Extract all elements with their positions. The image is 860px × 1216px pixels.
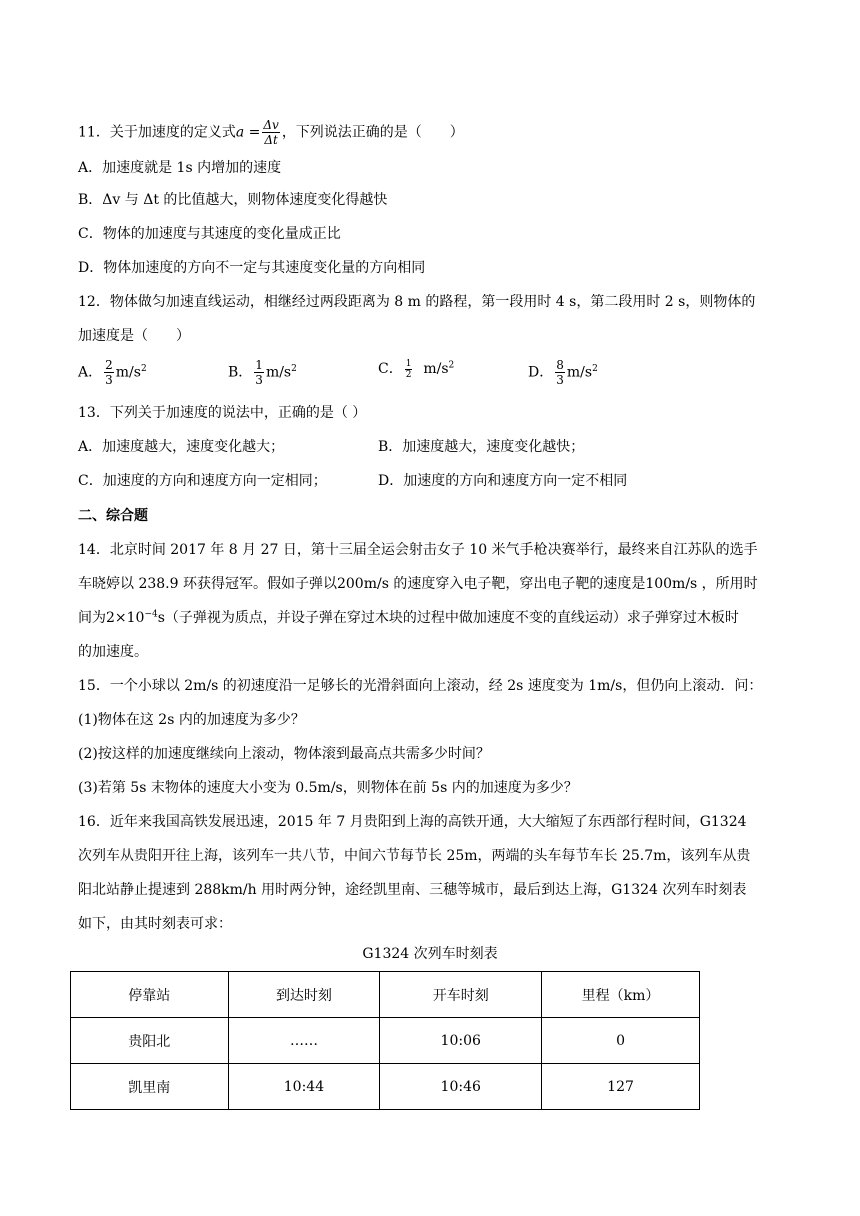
q12-option-b-den: 3 [255,373,263,387]
section-heading: 二、综合题 [78,508,148,524]
q12-option-b-label: B． [228,364,253,381]
q12-option-d-fraction [555,358,565,387]
q12-option-c-label: C． [378,361,403,377]
q12-option-a-label: A． [78,364,103,381]
q15-part1: (1)物体在这 2s 内的加速度为多少？ [78,712,305,728]
timetable-header-cell: 停靠站 [71,972,229,1018]
q16-line2: 次列车从贵阳开往上海，该列车一共八节，中间六节每节长 25m，两端的头车每节车长 25.7m，该列车从贵 [78,848,751,864]
q14-line1: 14．北京时间 2017 年 8 月 27 日，第十三届全运会射击女子 10 米气手枪决赛举行，最终来自江苏队的选手 [78,542,758,558]
q12-option-d-den: 3 [556,373,564,387]
q11-option-d: D．物体加速度的方向不一定与其速度变化量的方向相同 [78,260,426,276]
table-cell: 贵阳北 [71,1018,229,1064]
timetable [70,971,700,1110]
q12-option-a-num: 2 [105,358,113,372]
q16-line3: 阳北站静止提速到 288km/h 用时两分钟，途经凯里南、三穗等城市，最后到达上海，G1324 次列车时刻表 [78,882,747,898]
table-cell: 凯里南 [71,1064,229,1110]
table-cell: 10:06 [380,1018,542,1064]
q14-line2: 车晓婷以 238.9 环获得冠军。假如子弹以200m/s 的速度穿入电子靶，穿出电子靶的速度是100m/s ，所用时 [78,576,758,592]
timetable-caption: G1324 次列车时刻表 [362,946,498,962]
q12-option-a-den: 3 [105,373,113,387]
q12-option-b [228,358,297,387]
q12-option-a [78,358,147,387]
q11-formula-num: Δv [263,118,279,132]
q12-option-d-label: D． [528,364,554,381]
q14-line3 [78,609,739,627]
q12-option-b-num: 1 [255,358,263,372]
q13-option-c: C．加速度的方向和速度方向一定相同； [78,473,327,489]
q11-formula-fraction [262,118,279,147]
q11-formula-lhs: a = [235,124,261,141]
q12-option-c-unit: m/s [423,361,449,377]
q14-line3-pre: 间为2×10 [78,610,145,626]
q12-option-a-fraction [104,358,114,387]
q13-option-b: B．加速度越大，速度变化越快； [378,439,585,455]
q11-stem-text: 11．关于加速度的定义式 [78,124,236,141]
q12-option-d-exp: 2 [592,363,598,374]
table-cell: 10:46 [380,1064,542,1110]
q12-option-c-den: 2 [405,369,412,380]
timetable-header-cell: 里程（km） [542,972,700,1018]
q13-option-d: D．加速度的方向和速度方向一定不相同 [378,473,628,489]
q14-line4: 的加速度。 [78,644,148,660]
timetable-header-cell: 到达时刻 [228,972,380,1018]
table-cell: 10:44 [228,1064,380,1110]
q15-part2: (2)按这样的加速度继续向上滚动，物体滚到最高点共需多少时间？ [78,746,490,762]
q13-stem: 13．下列关于加速度的说法中，正确的是（ ） [78,405,367,421]
q12-option-c-exp: 2 [448,360,455,371]
q13-option-a: A．加速度越大，速度变化越大； [78,439,285,455]
q11-option-b: B．Δv 与 Δt 的比值越大，则物体速度变化得越快 [78,192,388,208]
q14-line3-exp: −4 [144,609,158,620]
q15-part3: (3)若第 5s 末物体的速度大小变为 0.5m/s，则物体在前 5s 内的加速度为多少？ [78,780,578,796]
q16-line4: 如下，由其时刻表可求： [78,916,232,932]
q12-stem-line1: 12．物体做匀加速直线运动，相继经过两段距离为 8 m 的路程，第一段用时 4 s，第二段用时 2 s，则物体的 [78,294,756,310]
q12-option-c-fraction [405,359,413,380]
q12-option-c [378,358,454,380]
table-row [71,1064,700,1110]
table-cell: …… [228,1018,380,1064]
timetable-header-cell: 开车时刻 [380,972,542,1018]
q11-option-a: A．加速度就是 1s 内增加的速度 [78,160,282,176]
q15-stem: 15．一个小球以 2m/s 的初速度沿一足够长的光滑斜面向上滚动，经 2s 速度变为 1m/s，但仍向上滚动．问： [78,678,763,694]
timetable-header-row [71,972,700,1018]
q12-option-d [528,358,598,387]
q16-line1: 16．近年来我国高铁发展迅速，2015 年 7 月贵阳到上海的高铁开通，大大缩短了东西部行程时间，G1324 [78,814,747,830]
q12-option-c-num: 1 [405,358,412,369]
q11-formula-den: Δt [264,133,278,147]
q11-option-c: C．物体的加速度与其速度的变化量成正比 [78,226,341,242]
q12-option-a-unit: m/s [115,364,141,381]
q12-stem-line2: 加速度是（ ） [78,328,190,344]
q12-option-b-exp: 2 [291,363,297,374]
table-row [71,1018,700,1064]
table-cell: 127 [542,1064,700,1110]
q12-option-a-exp: 2 [140,363,147,374]
table-cell: 0 [542,1018,700,1064]
q12-option-b-fraction [254,358,264,387]
q11-stem [78,118,464,147]
q12-option-b-unit: m/s [265,364,292,381]
q14-line3-post: s（子弹视为质点，并设子弹在穿过木块的过程中做加速度不变的直线运动）求子弹穿过木板时 [157,610,739,626]
q11-stem-tail: ，下列说法正确的是（ ） [281,124,464,141]
q12-option-d-unit: m/s [566,364,593,381]
q12-option-d-num: 8 [556,358,564,372]
